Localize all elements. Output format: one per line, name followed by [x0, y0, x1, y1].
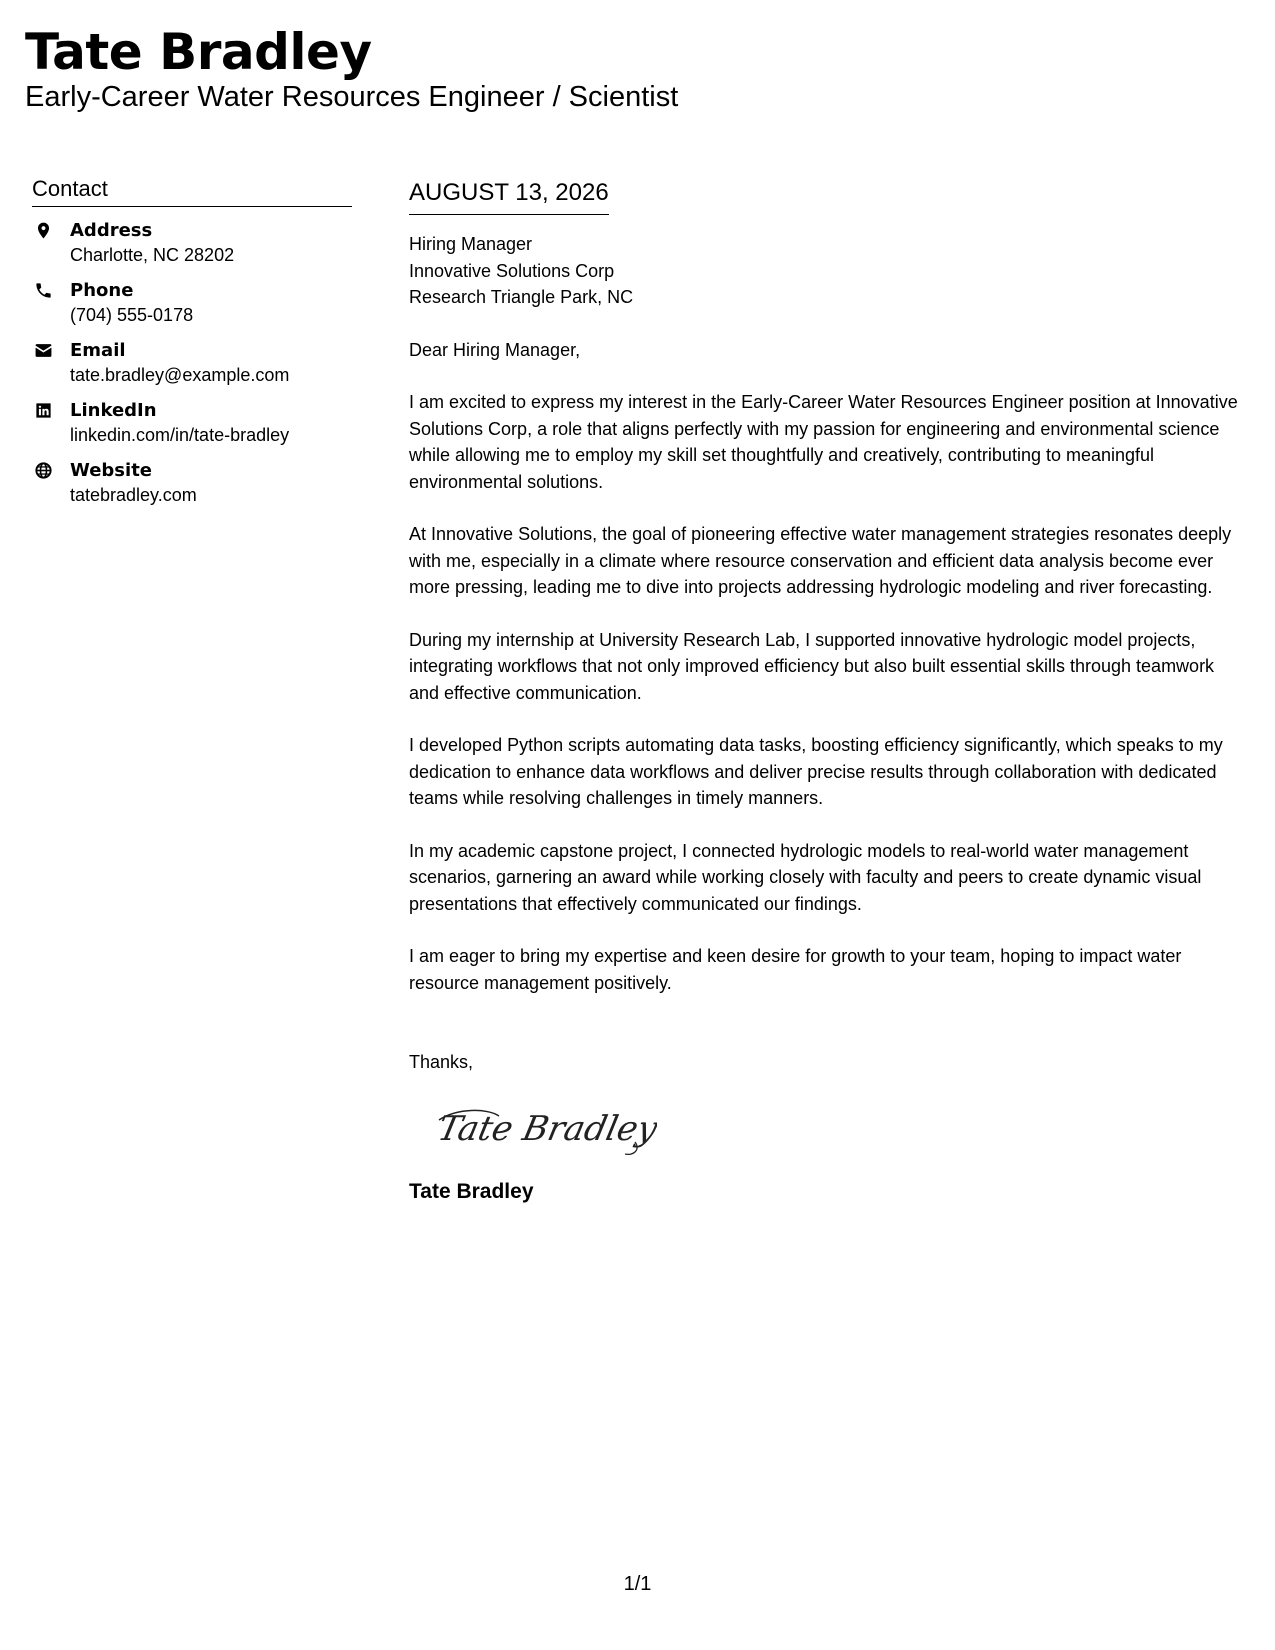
applicant-name: Tate Bradley — [25, 23, 372, 81]
letter-header — [25, 22, 678, 114]
website-value: tatebradley.com — [70, 485, 197, 505]
letter-paragraph: At Innovative Solutions, the goal of pioneering effective water management strategies resonates deeply with me, especially in a climate where resource conservation and efficient data analysis become ever more pressing, leading me to dive into projects addressing hydrologic modeling and river forecasting. — [409, 524, 1232, 597]
linkedin-icon — [32, 399, 54, 421]
map-pin-icon — [32, 219, 54, 241]
contact-item-linkedin — [32, 399, 352, 447]
contact-item-address — [32, 219, 352, 267]
phone-value: (704) 555-0178 — [70, 305, 194, 325]
letter-body — [409, 178, 1244, 1205]
email-value: tate.bradley@example.com — [70, 365, 290, 385]
contact-item-phone — [32, 279, 352, 327]
contact-sidebar — [32, 176, 352, 519]
contact-item-website — [32, 459, 352, 507]
closing: Thanks, — [409, 1052, 474, 1072]
address-value: Charlotte, NC 28202 — [70, 245, 235, 265]
letter-paragraph: In my academic capstone project, I connected hydrologic models to real-world water management scenarios, garnering an award while working closely with faculty and peers to create dynamic visual presentations that effectively communicated our findings. — [409, 840, 1202, 914]
signer-name: Tate Bradley — [409, 1180, 534, 1203]
handwritten-signature — [437, 1098, 657, 1158]
address-label: Address — [70, 220, 153, 241]
letter-paragraph: During my internship at University Research Lab, I supported innovative hydrologic model projects, integrating workflows that not only improved efficiency but also built essential skills through teamwork and effective communication. — [409, 629, 1215, 703]
contact-section-title: Contact — [32, 176, 352, 207]
linkedin-value: linkedin.com/in/tate-bradley — [70, 425, 290, 445]
recipient-line: Innovative Solutions Corp — [409, 260, 615, 281]
recipient-line: Hiring Manager — [409, 234, 533, 254]
recipient-line: Research Triangle Park, NC — [409, 287, 634, 307]
letter-paragraph: I developed Python scripts automating data tasks, boosting efficiency significantly, which speaks to my dedication to enhance data workflows and deliver precise results through collaboration with dedicated teams while resolving challenges in timely manners. — [409, 735, 1223, 808]
globe-icon — [32, 459, 54, 481]
linkedin-label: LinkedIn — [70, 400, 157, 421]
phone-icon — [32, 279, 54, 301]
letter-date: AUGUST 13, 2026 — [409, 178, 609, 215]
website-label: Website — [70, 460, 153, 481]
letter-paragraph: I am excited to express my interest in the Early-Career Water Resources Engineer position at Innovative Solutions Corp, a role that aligns perfectly with my passion for engineering and environmental science while allowing me to employ my skill set thoughtfully and creatively, contributing to meaningful environmental solutions. — [409, 392, 1238, 492]
email-label: Email — [70, 340, 126, 361]
recipient-block — [409, 231, 1244, 311]
contact-item-email — [32, 339, 352, 387]
applicant-title: Early-Career Water Resources Engineer / Scientist — [25, 81, 679, 113]
page-number: 1/1 — [623, 1573, 652, 1595]
svg-text:Tate Bradley: Tate Bradley — [437, 1108, 657, 1149]
greeting: Dear Hiring Manager, — [409, 339, 581, 360]
letter-paragraph: I am eager to bring my expertise and keen desire for growth to your team, hoping to impact water resource management positively. — [409, 946, 1182, 993]
phone-label: Phone — [70, 280, 134, 301]
envelope-icon — [32, 339, 54, 361]
